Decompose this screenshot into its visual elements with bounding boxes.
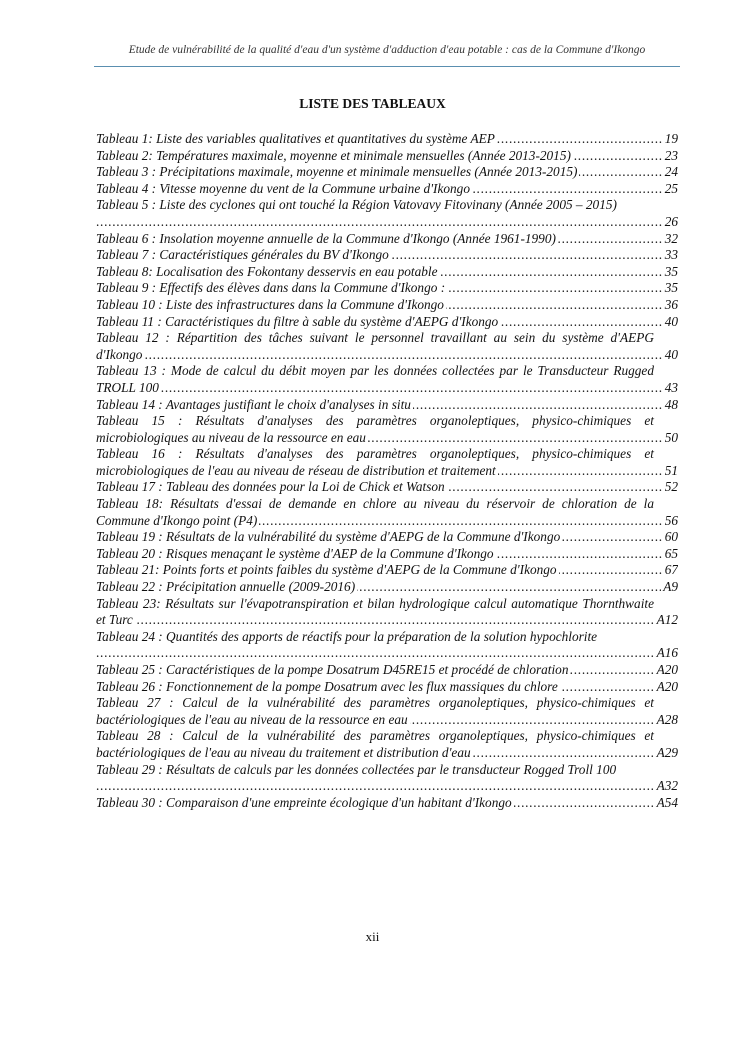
toc-entry-page: 40 <box>664 346 678 362</box>
toc-entry-page: A12 <box>656 612 678 628</box>
toc-entry-title: Tableau 8: Localisation des Fokontany desservis en eau potable <box>96 263 438 279</box>
toc-entry[interactable] <box>96 247 678 264</box>
toc-entry-title: Tableau 10 : Liste des infrastructures dans la Commune d'Ikongo <box>96 296 444 312</box>
toc-entry-title: . . . Tableau 24 : Quantités des apports de réactifs pour la préparation de la solution hypochlorite <box>96 629 654 646</box>
toc-entry-title: Tableau 15 : Résultats d'analyses des paramètres organoleptiques, physico-chimiques et microbiologiques au niveau de la ressource en eau <box>96 413 654 445</box>
toc-entry-title: Tableau 12 : Répartition des tâches suivant le personnel travaillant au sein du système d'AEPG d'Ikongo <box>96 330 654 362</box>
toc-entry-page: 25 <box>664 180 678 196</box>
toc-entry-page: 19 <box>664 131 678 146</box>
toc-entry-title: Tableau 23: Résultats sur l'évapotranspiration et bilan hydrologique calcul automatique Thornthwaite et Turc <box>96 595 654 628</box>
toc-entry-title: Tableau 30 : Comparaison d'une empreinte écologique d'un habitant d'Ikongo <box>96 794 512 810</box>
leader-line <box>96 214 654 231</box>
toc-entry[interactable] <box>96 629 678 662</box>
toc-entry[interactable] <box>96 662 678 679</box>
toc-entry-title: Tableau 13 : Mode de calcul du débit moyen par les données collectées par le Transducteur Rugged TROLL 100 <box>96 363 654 395</box>
toc-entry-page: 60 <box>664 529 678 545</box>
toc-entry-title: Tableau 16 : Résultats d'analyses des paramètres organoleptiques, physico-chimiques et microbiologiques de l'eau au niveau de réseau de distribution et traitement <box>96 446 654 478</box>
toc-entry-page: 52 <box>664 479 678 495</box>
toc-entry-page: 32 <box>664 230 678 246</box>
toc-entry[interactable] <box>96 264 678 281</box>
toc-entry-page: 48 <box>664 396 678 412</box>
toc-entry[interactable] <box>96 529 678 546</box>
toc-entry-title: Tableau 18: Résultats d'essai de demande en chlore au niveau du réservoir de chloration de la Commune d'Ikongo point (P4) <box>96 496 654 528</box>
table-list <box>96 131 678 811</box>
toc-entry-page: A28 <box>656 711 678 727</box>
toc-entry-page: 40 <box>664 313 678 329</box>
toc-entry-page: 50 <box>664 429 678 445</box>
toc-entry-title: Tableau 25 : Caractéristiques de la pompe Dosatrum D45RE15 et procédé de chloration <box>96 662 569 677</box>
toc-entry-title: Tableau 19 : Résultats de la vulnérabilité du système d'AEPG de la Commune d'Ikongo <box>96 529 561 545</box>
toc-entry-page: 24 <box>664 164 678 180</box>
toc-entry-page: 35 <box>664 263 678 279</box>
toc-entry[interactable] <box>96 728 678 761</box>
toc-entry-title: Tableau 14 : Avantages justifiant le choix d'analyses in situ <box>96 396 411 412</box>
toc-entry-page: A9 <box>663 579 678 595</box>
toc-entry-title: . . . Tableau 29 : Résultats de calculs par les données collectées par le transducteur Rogged Troll 100 <box>96 762 654 779</box>
running-header: Etude de vulnérabilité de la qualité d'eau d'un système d'adduction d'eau potable : cas de la Commune d'Ikongo <box>128 44 646 56</box>
toc-entry[interactable] <box>96 679 678 696</box>
toc-entry[interactable] <box>96 496 678 529</box>
toc-entry-title: Tableau 3 : Précipitations maximale, moyenne et minimale mensuelles (Année 2013-2015) <box>96 164 578 180</box>
toc-entry-page: A20 <box>656 678 678 694</box>
header-divider <box>94 66 680 67</box>
toc-entry-title: Tableau 28 : Calcul de la vulnérabilité des paramètres organoleptiques, physico-chimiques et bactériologiques de l'eau au niveau du traitement et distribution d'eau <box>96 728 654 760</box>
toc-entry-page: 26 <box>664 213 678 229</box>
toc-entry-page: A16 <box>656 645 678 661</box>
toc-entry[interactable] <box>96 413 678 446</box>
toc-entry[interactable] <box>96 297 678 314</box>
toc-entry-title: Tableau 20 : Risques menaçant le système d'AEP de la Commune d'Ikongo <box>96 545 494 561</box>
toc-entry[interactable] <box>96 363 678 396</box>
toc-entry[interactable] <box>96 131 678 148</box>
toc-entry-title: . . . Tableau 5 : Liste des cyclones qui ont touché la Région Vatovavy Fitovinany (Année 2005 – 2015) <box>96 197 654 214</box>
toc-entry-page: A32 <box>656 778 678 794</box>
toc-entry[interactable] <box>96 181 678 198</box>
toc-entry[interactable] <box>96 795 678 812</box>
page-number: xii <box>365 929 380 944</box>
toc-entry[interactable] <box>96 695 678 728</box>
toc-entry-title: Tableau 4 : Vitesse moyenne du vent de la Commune urbaine d'Ikongo <box>96 180 470 196</box>
toc-entry[interactable] <box>96 546 678 563</box>
toc-entry-title: Tableau 1: Liste des variables qualitatives et quantitatives du système AEP <box>96 131 495 146</box>
toc-entry-title: Tableau 2: Températures maximale, moyenne et minimale mensuelles (Année 2013-2015) <box>96 147 571 163</box>
toc-entry-page: 35 <box>664 280 678 296</box>
toc-entry-page: 33 <box>664 247 678 263</box>
toc-entry[interactable] <box>96 280 678 297</box>
toc-entry[interactable] <box>96 231 678 248</box>
toc-entry-page: A54 <box>656 794 678 810</box>
toc-entry-title: Tableau 6 : Insolation moyenne annuelle de la Commune d'Ikongo (Année 1961-1990) <box>96 230 556 246</box>
toc-entry-title: Tableau 17 : Tableau des données pour la Loi de Chick et Watson <box>96 479 445 495</box>
toc-entry-page: A20 <box>656 662 678 677</box>
toc-entry-page: 56 <box>664 512 678 528</box>
toc-entry-title: Tableau 7 : Caractéristiques générales du BV d'Ikongo <box>96 247 389 263</box>
toc-entry[interactable] <box>96 579 678 596</box>
toc-entry[interactable] <box>96 762 678 795</box>
toc-entry[interactable] <box>96 330 678 363</box>
toc-entry-title: Tableau 21: Points forts et points faibles du système d'AEPG de la Commune d'Ikongo <box>96 562 557 578</box>
toc-entry-title: Tableau 9 : Effectifs des élèves dans dans la Commune d'Ikongo : <box>96 280 446 296</box>
toc-entry-page: 23 <box>664 147 678 163</box>
toc-entry[interactable] <box>96 397 678 414</box>
leader-line <box>96 645 654 662</box>
toc-entry[interactable] <box>96 596 678 629</box>
toc-entry-title: Tableau 26 : Fonctionnement de la pompe Dosatrum avec les flux massiques du chlore <box>96 678 558 694</box>
toc-entry[interactable] <box>96 314 678 331</box>
page-title: LISTE DES TABLEAUX <box>299 96 446 111</box>
toc-entry-page: 36 <box>664 296 678 312</box>
toc-entry-title: Tableau 22 : Précipitation annuelle (2009-2016) <box>96 579 356 595</box>
toc-entry-page: 67 <box>664 562 678 578</box>
toc-entry-title: Tableau 11 : Caractéristiques du filtre à sable du système d'AEPG d'Ikongo <box>96 313 499 329</box>
toc-entry-page: 51 <box>664 462 678 478</box>
toc-entry-title: Tableau 27 : Calcul de la vulnérabilité des paramètres organoleptiques, physico-chimiques et bactériologiques de l'eau au niveau de la ressource en eau <box>96 695 654 727</box>
toc-entry-page: 43 <box>664 379 678 395</box>
toc-entry[interactable] <box>96 479 678 496</box>
leader-line <box>96 778 654 795</box>
toc-entry-page: 65 <box>664 545 678 561</box>
toc-entry[interactable] <box>96 562 678 579</box>
toc-entry[interactable] <box>96 164 678 181</box>
toc-entry[interactable] <box>96 148 678 165</box>
toc-entry[interactable] <box>96 446 678 479</box>
toc-entry[interactable] <box>96 197 678 230</box>
toc-entry-page: A29 <box>656 744 678 760</box>
